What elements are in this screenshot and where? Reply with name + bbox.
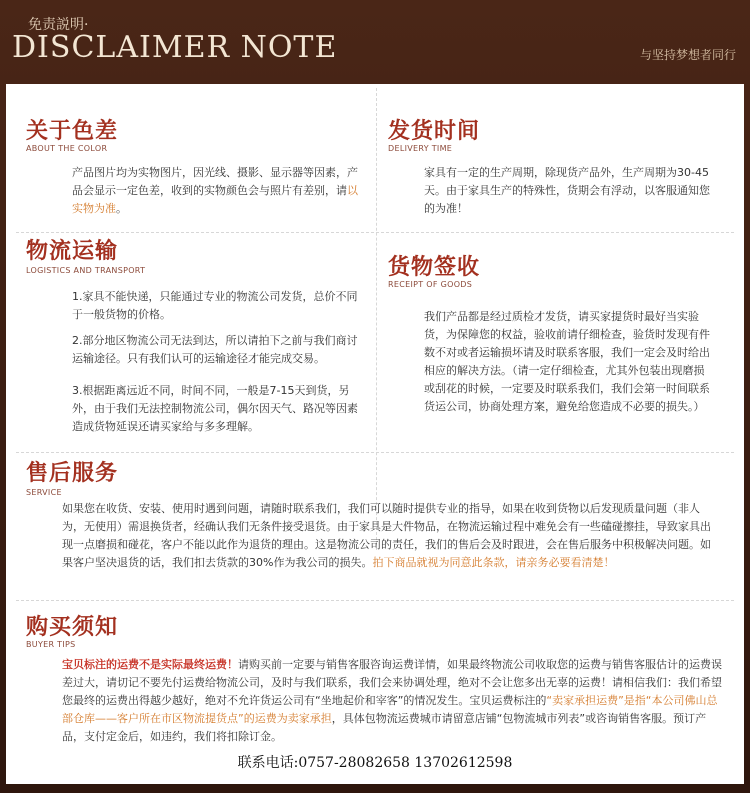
header-banner: [0, 0, 750, 78]
color-highlight: 以实物为准: [72, 184, 358, 215]
color-text: 产品图片均为实物图片，因光线、摄影、显示器等因素，产品会显示一定色差，收到的实物颜色会与照片有差别，请以实物为准。: [72, 166, 358, 215]
row-divider-1: [16, 232, 734, 233]
row-divider-3: [16, 600, 734, 601]
buyer-red-note: 宝贝标注的运费不是实际最终运费！: [62, 658, 238, 671]
buyer-subtitle: BUYER TIPS: [26, 640, 76, 649]
delivery-text: 家具有一定的生产周期，除现货产品外，生产周期为30-45天。由于家具生产的特殊性，货期会有浮动，以客服通知您的为准！: [424, 166, 710, 215]
delivery-title: 发货时间: [388, 119, 481, 144]
row-divider-2: [16, 452, 734, 453]
color-title: 关于色差: [26, 119, 119, 144]
buyer-highlight: “卖家承担运费”是指“本公司佛山总部仓库——客户所在市区物流提货点”的运费为卖家承担: [62, 694, 718, 725]
content-panel: [6, 84, 744, 784]
buyer-text: 宝贝标注的运费不是实际最终运费！请购买前一定要与销售客服咨询运费详情，如果最终物流公司收取您的运费与销售客服估计的运费误差过大，请切记不要先付运费给物流公司，及时与我们联系，我们会来协调处理，绝对不会让您多出无辜的运费！请相信我们：我们希望您最终的运费出得越少越好，绝对不允许货运公司有“坐地起价和宰客”的情况发生。宝贝运费标注的“卖家承担运费”是指“本公司佛山总部仓库——客户所在市区物流提货点”的运费为卖家承担，具体包物流运费城市请留意店铺“包物流城市列表”或咨询销售客服。预订产品，支付定金后，如违约，我们将扣除订金。: [62, 658, 722, 743]
column-divider: [376, 88, 377, 550]
header-title: DISCLAIMER NOTE: [12, 30, 338, 65]
header-slogan: 与坚持梦想者同行: [639, 48, 736, 62]
service-subtitle: SERVICE: [26, 488, 62, 497]
logistics-p3: 3.根据距离远近不同，时间不同，一般是7-15天到货，另外，由于我们无法控制物流公司，偶尔因天气、路况等因素造成货物延误还请买家给与多多理解。: [72, 384, 358, 433]
delivery-subtitle: DELIVERY TIME: [388, 144, 453, 153]
logistics-subtitle: LOGISTICS AND TRANSPORT: [26, 266, 146, 275]
contact-phone: 联系电话:0757-28082658 13702612598: [237, 755, 513, 771]
receipt-title: 货物签收: [388, 255, 481, 280]
color-subtitle: ABOUT THE COLOR: [26, 144, 108, 153]
receipt-text: 我们产品都是经过质检才发货，请买家提货时最好当实验货，为保障您的权益，验收前请仔细检查，验货时发现有件数不对或者运输损坏请及时联系客服，我们一定会及时给出相应的解决方法。（请一定仔细检查，尤其外包装出现磨损或刮花的时候，一定要及时联系我们，我们会第一时间联系货运公司，协商处理方案，避免给您造成不必要的损失。）: [424, 310, 710, 413]
service-text: 如果您在收货、安装、使用时遇到问题，请随时联系我们，我们可以随时提供专业的指导，如果在收到货物以后发现质量问题（非人为，无使用）需退换货者，经确认我们无条件接受退货。由于家具是大件物品，在物流运输过程中难免会有一些磕碰擦挂，导致家具出现一点磨损和碰花，客户不能以此作为退货的理由。这是物流公司的责任，我们的售后会及时跟进，会在售后服务中积极解决问题。如果客户坚决退货的话，我们扣去货款的30%作为我公司的损失。拍下商品就视为同意此条款，请亲务必要看清楚！: [62, 502, 711, 569]
service-highlight: 拍下商品就视为同意此条款，请亲务必要看清楚！: [372, 556, 615, 569]
receipt-subtitle: RECEIPT OF GOODS: [388, 280, 473, 289]
buyer-title: 购买须知: [26, 615, 119, 640]
logistics-p2: 2.部分地区物流公司无法到达，所以请拍下之前与我们商讨运输途径。只有我们认可的运输途径才能完成交易。: [72, 334, 358, 365]
logistics-p1: 1.家具不能快递，只能通过专业的物流公司发货，总价不同于一般货物的价格。: [72, 290, 358, 321]
header-subtitle: 免责説明·: [28, 17, 89, 33]
service-title: 售后服务: [26, 461, 119, 486]
logistics-title: 物流运输: [26, 239, 119, 264]
